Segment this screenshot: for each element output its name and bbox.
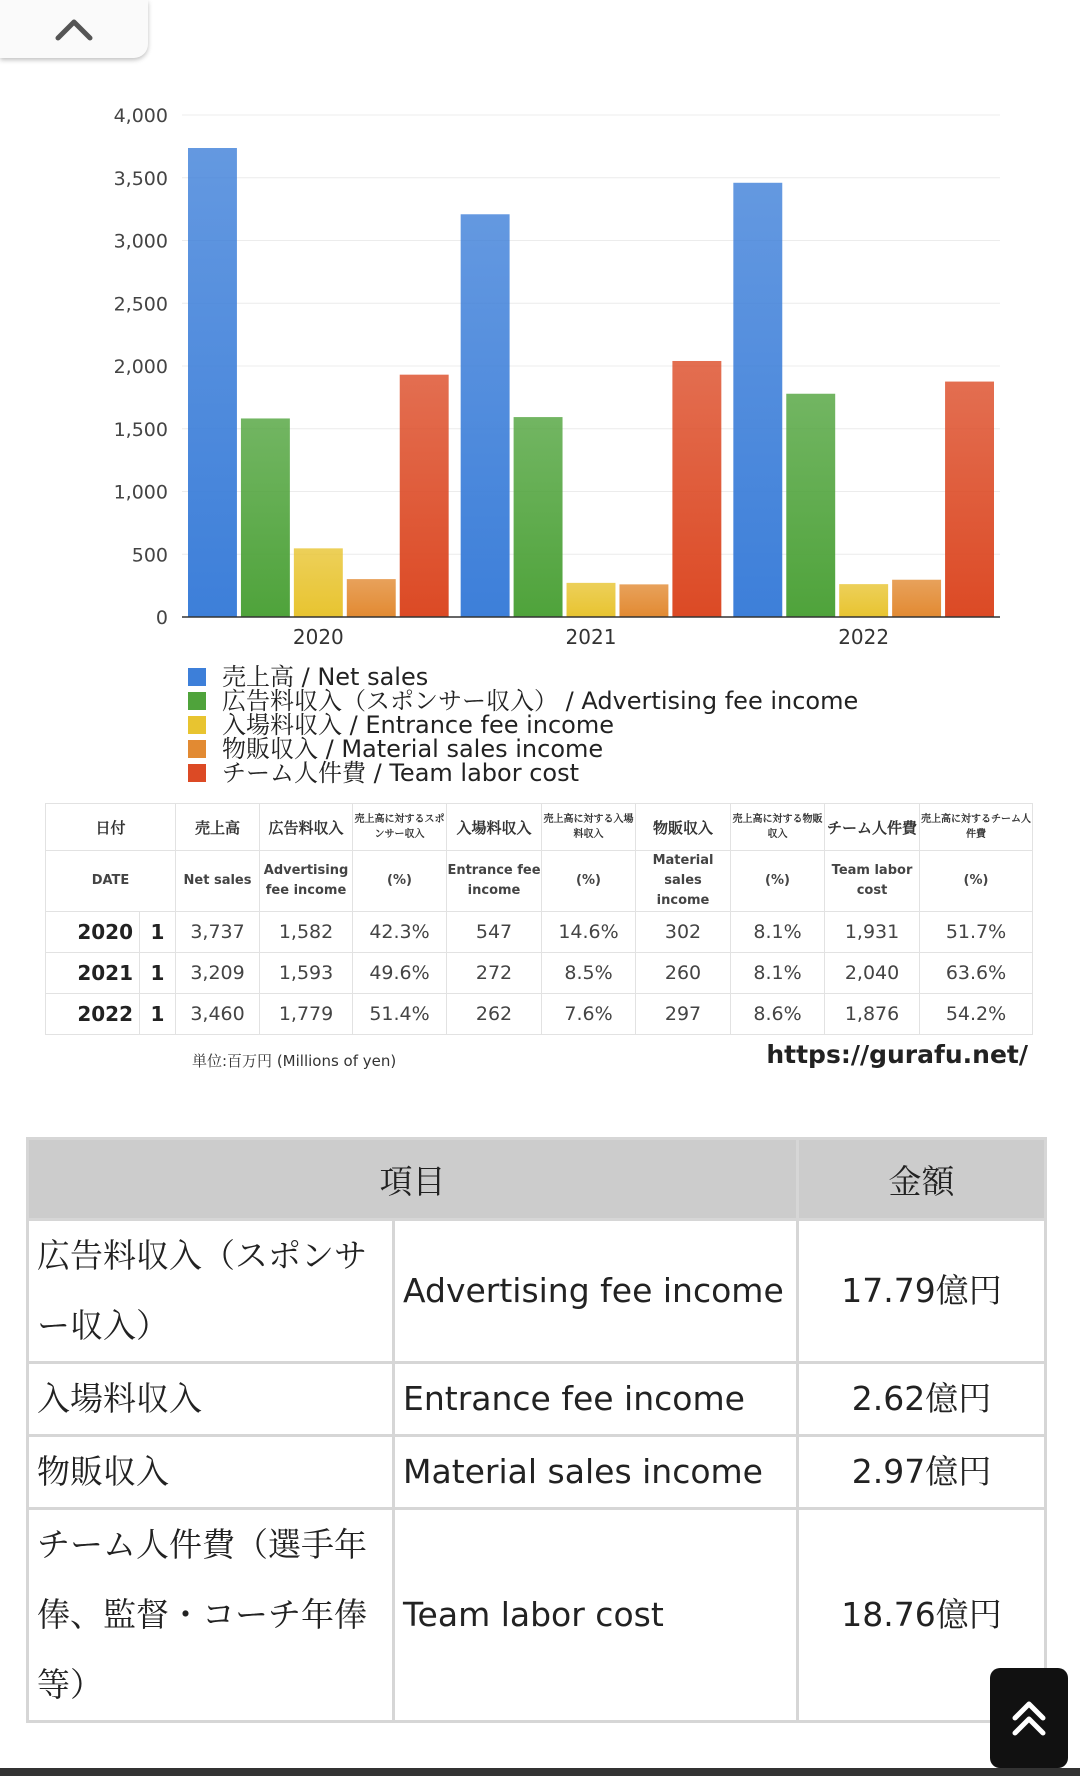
legend-item (188, 713, 858, 737)
summary-amount: 18.76億円 (798, 1509, 1046, 1722)
table-cell: 42.3% (353, 912, 447, 953)
double-chevron-up-icon (1007, 1696, 1051, 1740)
header-entrance-pct: 売上高に対する入場料収入 (542, 804, 636, 851)
subheader-labor-pct: (%) (920, 851, 1033, 912)
row-month: 1 (140, 994, 176, 1035)
summary-row (28, 1220, 1046, 1363)
summary-row (28, 1436, 1046, 1509)
y-tick-label: 2,000 (113, 356, 168, 378)
table-cell: 1,931 (825, 912, 920, 953)
subheader-entrance: Entrance fee income (447, 851, 542, 912)
table-cell: 49.6% (353, 953, 447, 994)
legend-item (188, 761, 858, 785)
legend-label: 売上高 / Net sales (222, 663, 429, 691)
header-date: 日付 (46, 804, 176, 851)
bar (461, 214, 510, 617)
bar (786, 394, 835, 617)
bar (839, 584, 888, 617)
legend-label: 入場料収入 / Entrance fee income (222, 711, 615, 739)
summary-jp: チーム人件費（選手年俸、監督・コーチ年俸等） (28, 1509, 394, 1722)
subheader-advertising: Advertising fee income (260, 851, 353, 912)
legend-item (188, 737, 858, 761)
summary-table (26, 1137, 1047, 1723)
table-cell: 1,876 (825, 994, 920, 1035)
y-tick-label: 0 (155, 607, 168, 629)
bar-chart (30, 90, 1050, 650)
y-tick-label: 3,500 (113, 167, 168, 190)
summary-header-amount: 金額 (798, 1139, 1046, 1220)
bar (347, 579, 396, 617)
bar (400, 375, 449, 617)
header-advertising-pct: 売上高に対するスポンサー収入 (353, 804, 447, 851)
summary-jp: 物販収入 (28, 1436, 394, 1509)
chevron-up-icon (52, 14, 96, 44)
subheader-labor: Team labor cost (825, 851, 920, 912)
summary-en: Material sales income (394, 1436, 798, 1509)
legend-item (188, 689, 858, 713)
summary-jp: 広告料収入（スポンサー収入） (28, 1220, 394, 1363)
summary-en: Entrance fee income (394, 1363, 798, 1436)
subheader-entrance-pct: (%) (542, 851, 636, 912)
bottom-bar (0, 1768, 1080, 1776)
bar (733, 183, 782, 617)
header-labor-pct: 売上高に対するチーム人件費 (920, 804, 1033, 851)
row-year: 2020 (46, 912, 140, 953)
bar (188, 148, 237, 617)
y-tick-label: 500 (131, 544, 168, 567)
table-cell: 7.6% (542, 994, 636, 1035)
chart-legend (188, 665, 858, 785)
summary-amount: 2.97億円 (798, 1436, 1046, 1509)
site-url: https://gurafu.net/ (766, 1040, 1028, 1069)
table-cell: 302 (636, 912, 731, 953)
summary-row (28, 1363, 1046, 1436)
table-cell: 8.6% (731, 994, 825, 1035)
legend-swatch (188, 692, 206, 710)
legend-swatch (188, 716, 206, 734)
table-cell: 54.2% (920, 994, 1033, 1035)
x-tick-label: 2022 (838, 625, 890, 649)
subheader-material: Material sales income (636, 851, 731, 912)
header-material-pct: 売上高に対する物販収入 (731, 804, 825, 851)
table-cell: 51.7% (920, 912, 1033, 953)
x-tick-label: 2020 (292, 625, 344, 649)
table-subheader-row (46, 851, 1033, 912)
table-cell: 272 (447, 953, 542, 994)
table-cell: 3,737 (176, 912, 260, 953)
legend-label: 物販収入 / Material sales income (222, 735, 604, 763)
table-cell: 547 (447, 912, 542, 953)
row-month: 1 (140, 912, 176, 953)
legend-swatch (188, 740, 206, 758)
bar (514, 417, 563, 617)
bar (294, 548, 343, 617)
legend-label: チーム人件費 / Team labor cost (222, 759, 579, 787)
table-row (46, 912, 1033, 953)
table-cell: 51.4% (353, 994, 447, 1035)
bar (945, 382, 994, 617)
table-cell: 14.6% (542, 912, 636, 953)
data-table (45, 803, 1033, 1035)
summary-jp: 入場料収入 (28, 1363, 394, 1436)
summary-en: Team labor cost (394, 1509, 798, 1722)
header-labor: チーム人件費 (825, 804, 920, 851)
summary-en: Advertising fee income (394, 1220, 798, 1363)
summary-amount: 2.62億円 (798, 1363, 1046, 1436)
table-row (46, 953, 1033, 994)
table-cell: 1,582 (260, 912, 353, 953)
collapse-button[interactable] (0, 0, 148, 58)
bar (619, 584, 668, 617)
header-net-sales: 売上高 (176, 804, 260, 851)
bar (567, 583, 616, 617)
table-cell: 3,209 (176, 953, 260, 994)
table-row (46, 994, 1033, 1035)
table-cell: 63.6% (920, 953, 1033, 994)
header-entrance: 入場料収入 (447, 804, 542, 851)
y-tick-label: 1,500 (113, 418, 168, 441)
row-year: 2021 (46, 953, 140, 994)
table-cell: 8.1% (731, 953, 825, 994)
subheader-date: DATE (46, 851, 176, 912)
table-cell: 8.1% (731, 912, 825, 953)
unit-note: 単位:百万円 (Millions of yen) (192, 1052, 397, 1070)
header-material: 物販収入 (636, 804, 731, 851)
table-cell: 1,593 (260, 953, 353, 994)
table-cell: 1,779 (260, 994, 353, 1035)
summary-header-item: 項目 (28, 1139, 798, 1220)
bar (241, 418, 290, 617)
header-advertising: 広告料収入 (260, 804, 353, 851)
row-year: 2022 (46, 994, 140, 1035)
summary-row (28, 1509, 1046, 1722)
table-cell: 2,040 (825, 953, 920, 994)
y-tick-label: 4,000 (113, 105, 168, 127)
legend-label: 広告料収入（スポンサー収入） / Advertising fee income (222, 687, 859, 715)
bar (672, 361, 721, 617)
table-header-row (46, 804, 1033, 851)
table-cell: 260 (636, 953, 731, 994)
legend-item (188, 665, 858, 689)
table-cell: 8.5% (542, 953, 636, 994)
table-cell: 262 (447, 994, 542, 1035)
y-tick-label: 3,000 (113, 230, 168, 253)
y-tick-label: 2,500 (113, 293, 168, 316)
summary-header-row (28, 1139, 1046, 1220)
y-tick-label: 1,000 (113, 481, 168, 504)
subheader-advertising-pct: (%) (353, 851, 447, 912)
legend-swatch (188, 764, 206, 782)
table-cell: 3,460 (176, 994, 260, 1035)
subheader-material-pct: (%) (731, 851, 825, 912)
scroll-to-top-button[interactable] (990, 1668, 1068, 1768)
bar (892, 580, 941, 617)
summary-amount: 17.79億円 (798, 1220, 1046, 1363)
x-tick-label: 2021 (565, 625, 617, 649)
subheader-net-sales: Net sales (176, 851, 260, 912)
table-cell: 297 (636, 994, 731, 1035)
chart-figure (30, 90, 1050, 1080)
legend-swatch (188, 668, 206, 686)
row-month: 1 (140, 953, 176, 994)
